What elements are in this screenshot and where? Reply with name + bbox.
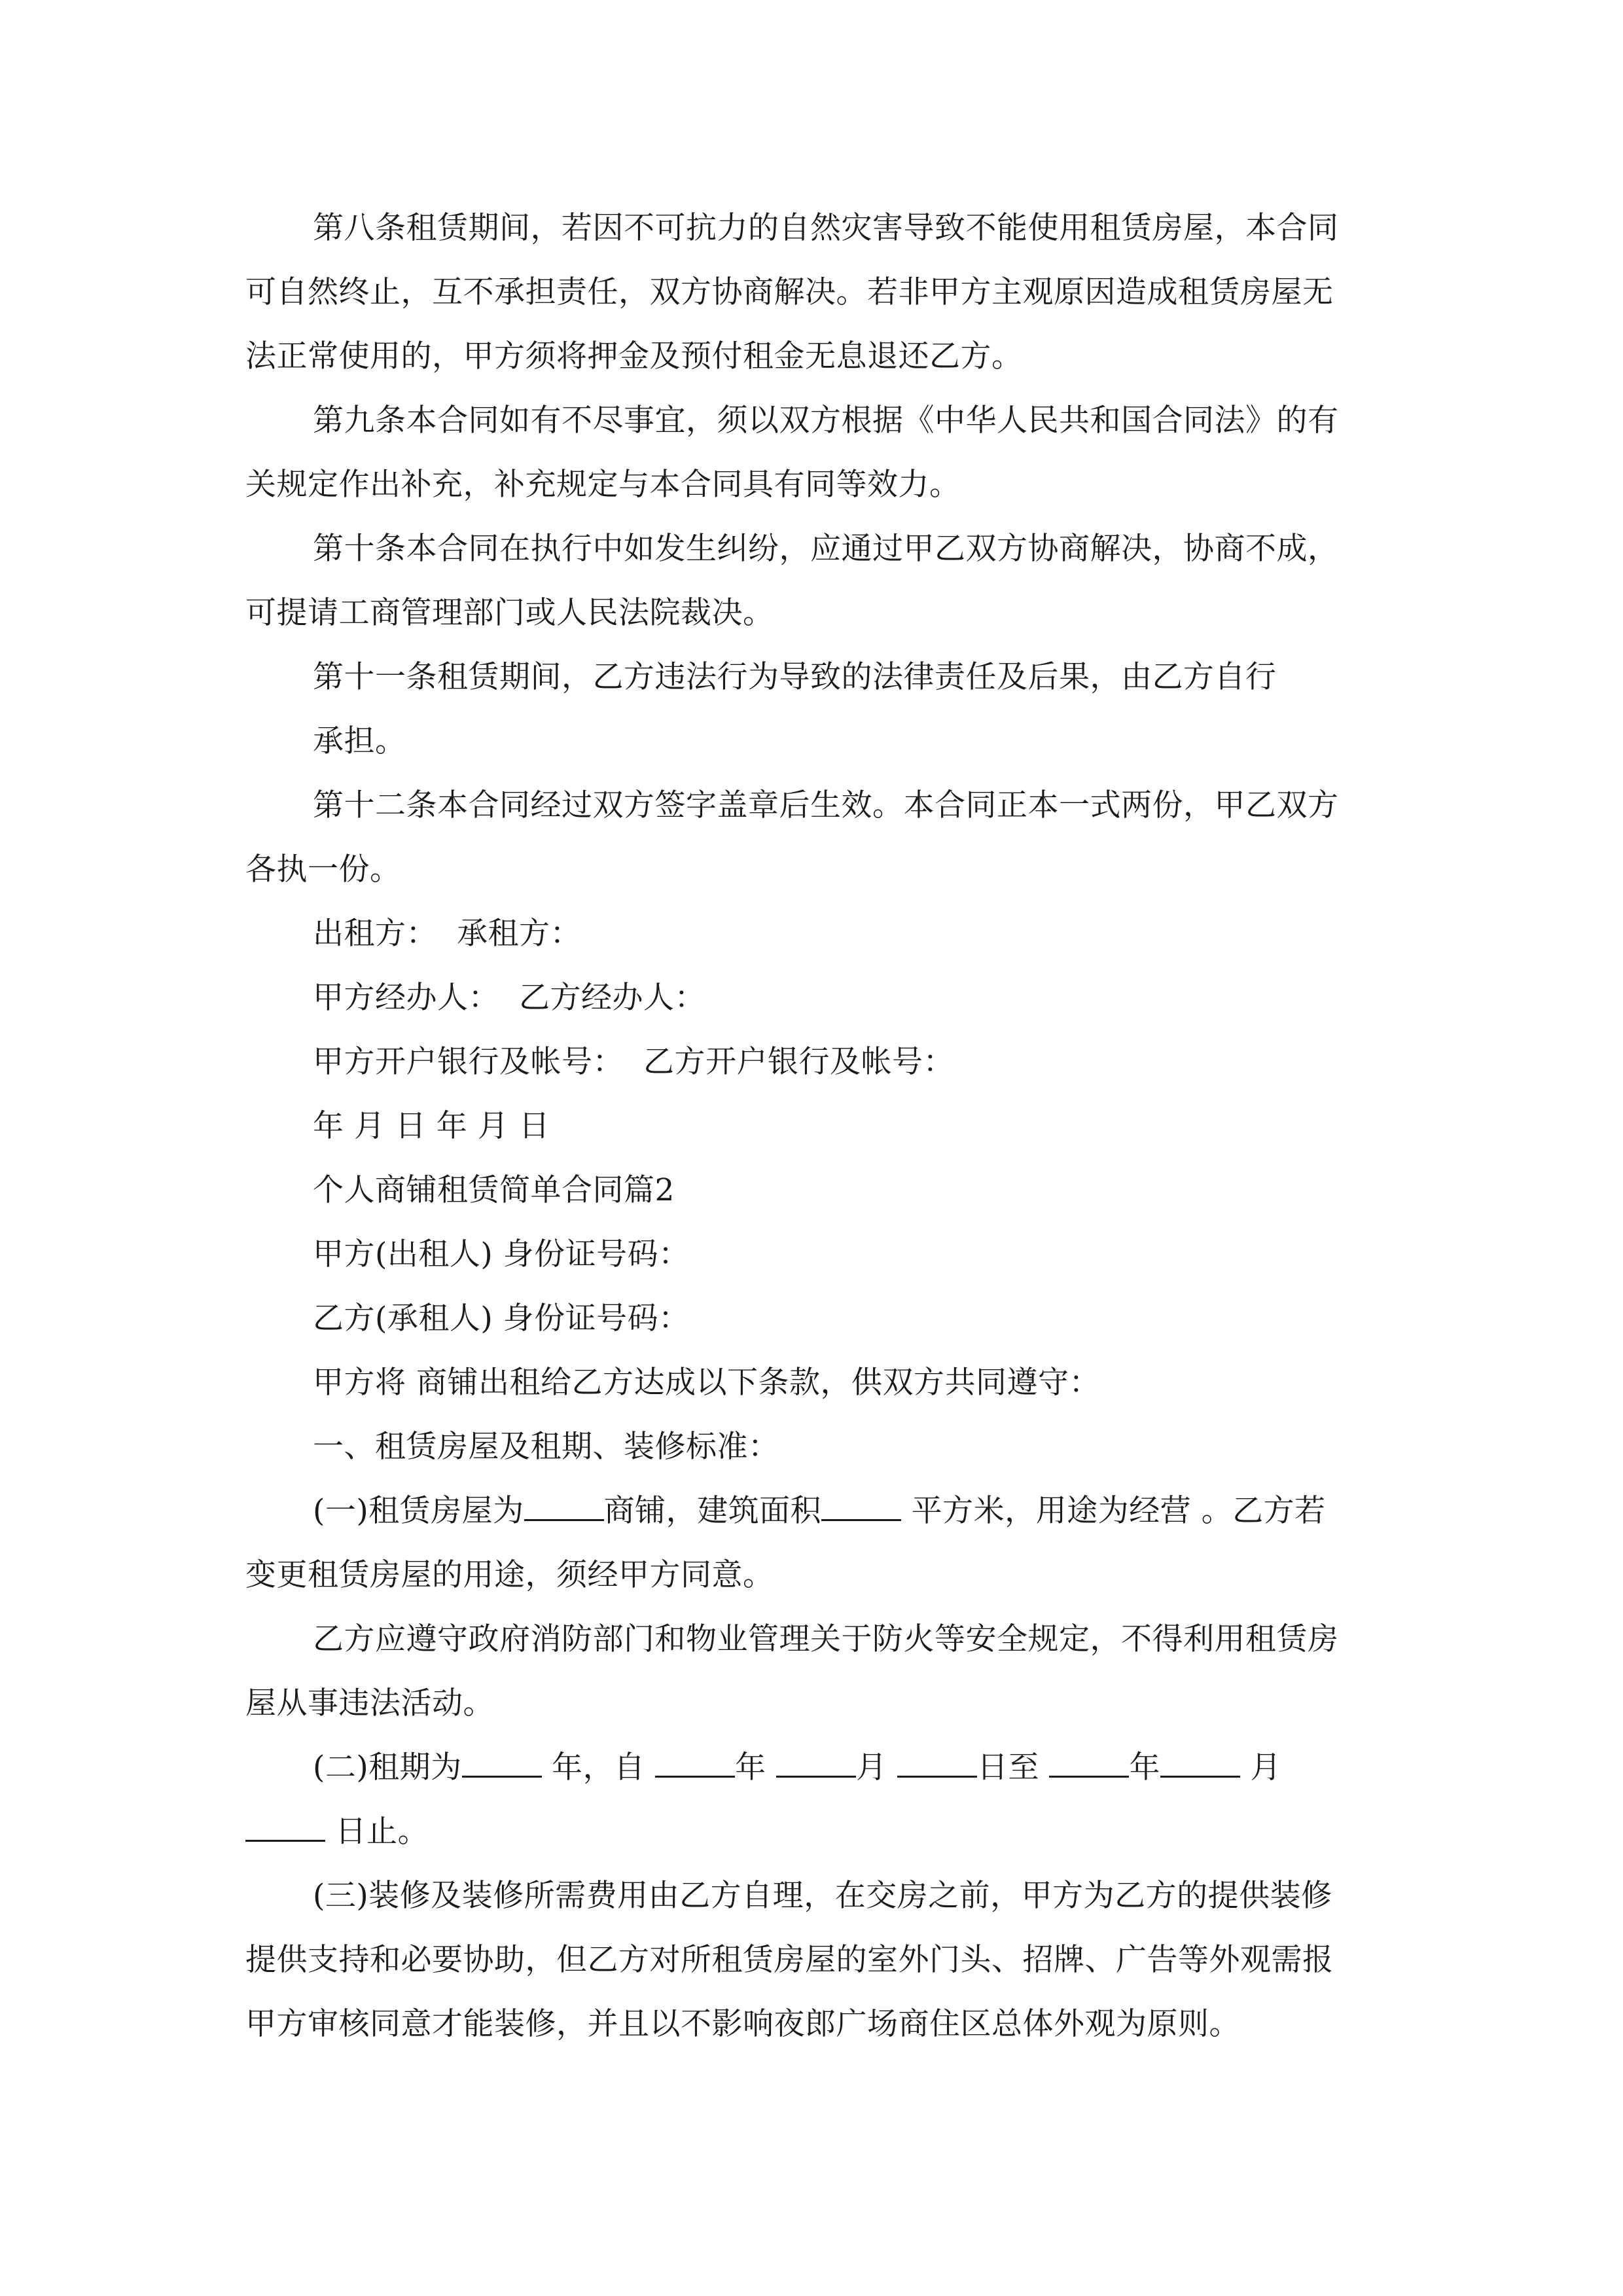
party-a-id-line: 甲方(出租人) 身份证号码： [313,1236,690,1272]
clause-1-1-line-1 [245,1479,1378,1543]
document-body [245,196,1378,2056]
start-year-blank [655,1747,735,1778]
clause-1-1-text-b: 商铺，建筑面积 [603,1493,822,1529]
party-b-agent-label: 乙方经办人： [519,980,705,1016]
start-day-blank [897,1747,977,1778]
article-8-line-3: 法正常使用的，甲方须将押金及预付租金无息退还乙方。 [245,338,1023,374]
signature-date-line: 年 月 日 年 月 日 [313,1108,550,1144]
clause-1-2-text-c: 年 [735,1749,777,1785]
clause-1-2-text-d: 月 [856,1749,897,1785]
start-month-blank [776,1747,856,1778]
signature-parties-line [245,902,1378,966]
end-day-blank [245,1811,325,1842]
end-year-blank [1049,1747,1129,1778]
clause-1-3-line-2: 提供支持和必要协助，但乙方对所租赁房屋的室外门头、招牌、广告等外观需报 [245,1942,1334,1978]
party-a-agent-label: 甲方经办人： [313,980,499,1016]
agreement-intro-line: 甲方将 商铺出租给乙方达成以下条款，供双方共同遵守： [313,1365,1100,1401]
article-12-line-1: 第十二条本合同经过双方签字盖章后生效。本合同正本一式两份，甲乙双方 [313,787,1339,823]
article-8-line-2: 可自然终止，互不承担责任，双方协商解决。若非甲方主观原因造成租赁房屋无 [245,274,1334,310]
signature-bank-line [245,1030,1378,1094]
party-b-id-line: 乙方(承租人) 身份证号码： [313,1300,690,1336]
clause-1-3-line-3: 甲方审核同意才能装修，并且以不影响夜郎广场商住区总体外观为原则。 [245,2006,1240,2042]
clause-1-1-text-a: (一)租赁房屋为 [313,1493,524,1529]
party-a-bank-label: 甲方开户银行及帐号： [313,1044,624,1080]
clause-1-3-line-1: (三)装修及装修所需费用由乙方自理，在交房之前，甲方为乙方的提供装修 [313,1878,1332,1914]
section-title: 个人商铺租赁简单合同篇2 [313,1172,675,1208]
clause-1-2-text-f: 年 [1129,1749,1160,1785]
clause-1-2-line-2 [245,1800,1378,1864]
party-b-bank-label: 乙方开户银行及帐号： [643,1044,954,1080]
clause-1-heading: 一、租赁房屋及租期、装修标准： [313,1429,779,1465]
clause-1-2-text-g: 月 [1240,1749,1281,1785]
lessor-label: 出租方： [313,916,437,952]
end-month-blank [1160,1747,1240,1778]
clause-1-2-text-b: 年，自 [541,1749,656,1785]
article-8-line-1: 第八条租赁期间，若因不可抗力的自然灾害导致不能使用租赁房屋，本合同 [313,210,1339,246]
signature-agents-line [245,966,1378,1030]
safety-line-2: 屋从事违法活动。 [245,1685,494,1721]
article-9-line-1: 第九条本合同如有不尽事宜，须以双方根据《中华人民共和国合同法》的有 [313,403,1339,439]
article-11-line-2: 承担。 [313,723,406,759]
clause-1-2-text-h: 日止。 [325,1814,429,1850]
area-blank [821,1490,901,1521]
article-10-line-1: 第十条本合同在执行中如发生纠纷，应通过甲乙双方协商解决，协商不成， [313,531,1339,567]
clause-1-1-text-c: 平方米，用途为经营 。乙方若 [901,1493,1326,1529]
clause-1-2-text-e: 日至 [976,1749,1050,1785]
clause-1-2-text-a: (二)租期为 [313,1749,462,1785]
clause-1-1-line-2: 变更租赁房屋的用途，须经甲方同意。 [245,1557,774,1593]
article-12-line-2: 各执一份。 [245,852,401,888]
lessee-label: 承租方： [457,916,581,952]
safety-line-1: 乙方应遵守政府消防部门和物业管理关于防火等安全规定，不得利用租赁房 [313,1621,1339,1657]
clause-1-2-line-1 [245,1736,1378,1800]
article-9-line-2: 关规定作出补充，补充规定与本合同具有同等效力。 [245,467,961,503]
lease-years-blank [462,1747,542,1778]
article-11-line-1: 第十一条租赁期间，乙方违法行为导致的法律责任及后果，由乙方自行 [313,659,1277,695]
shop-type-blank [524,1490,604,1521]
article-10-line-2: 可提请工商管理部门或人民法院裁决。 [245,595,774,631]
